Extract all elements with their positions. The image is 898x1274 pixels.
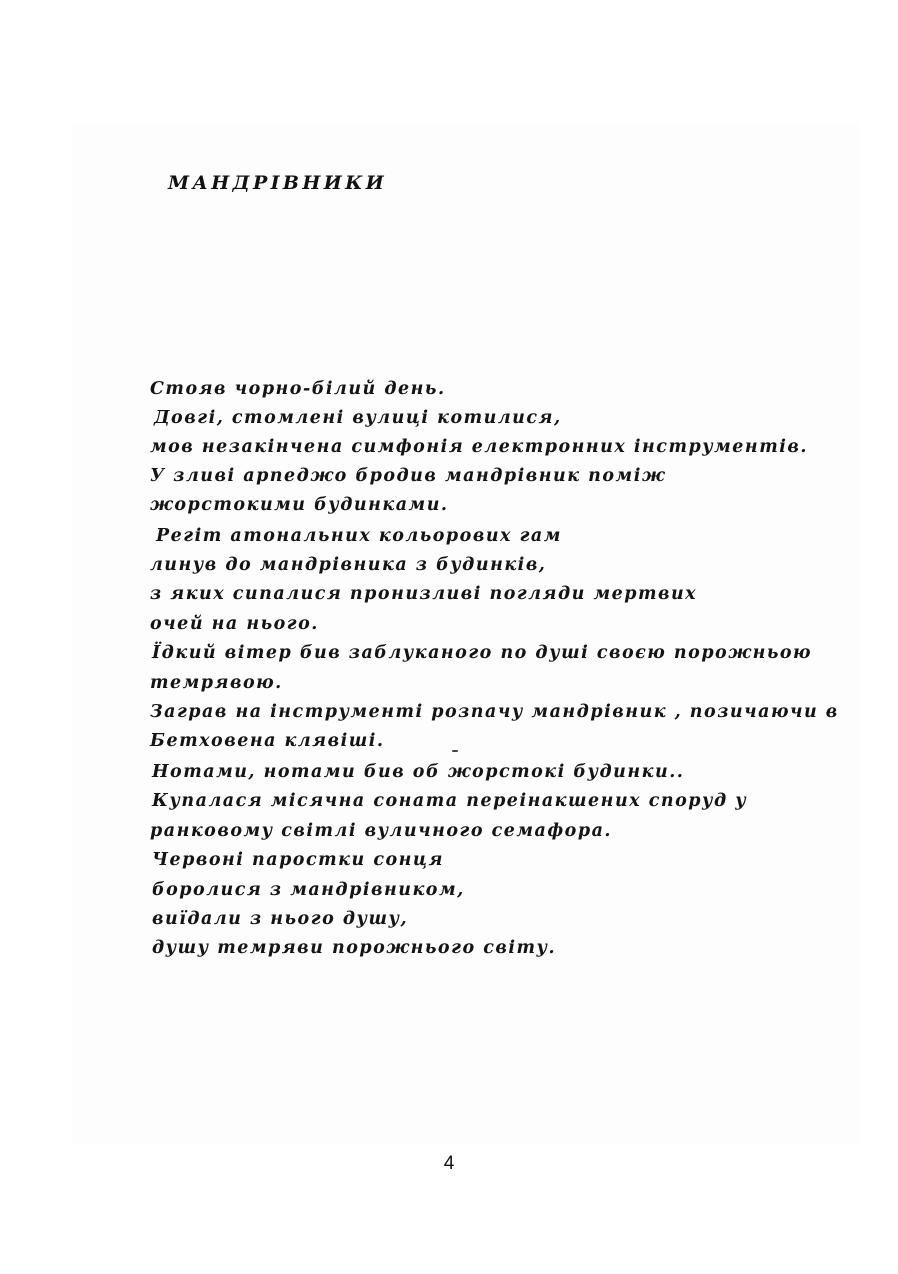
poem-line: душу темряви порожнього світу. bbox=[152, 938, 557, 958]
poem-line: Купалася місячна соната переінакшених споруд у bbox=[152, 791, 748, 811]
poem-line: ранковому світлі вуличного семафора. bbox=[150, 821, 613, 841]
poem-line: Червоні паростки сонця bbox=[152, 850, 444, 870]
poem-line: У зливі арпеджо бродив мандрівник поміж bbox=[150, 466, 667, 486]
poem-line: виїдали з нього душу, bbox=[152, 909, 409, 929]
poem-line: з яких сипалися пронизливі погляди мертвих bbox=[150, 584, 698, 604]
poem-line: Довгі, стомлені вулиці котилися, bbox=[154, 408, 562, 428]
poem-line: темрявою. bbox=[150, 673, 283, 693]
poem-line: Стояв чорно-білий день. bbox=[150, 379, 446, 399]
poem-line: Регіт атональних кольорових гам bbox=[156, 526, 562, 546]
poem-line: Заграв на інструменті розпачу мандрівник , позичаючи в bbox=[150, 702, 839, 722]
poem-title: МАНДРІВНИКИ bbox=[168, 172, 388, 194]
poem-line: боролися з мандрівником, bbox=[152, 880, 465, 900]
poem-line: очей на нього. bbox=[150, 614, 319, 634]
poem-line: жорстокими будинками. bbox=[150, 495, 449, 515]
poem-line: Нотами, нотами бив об жорстокі будинки.. bbox=[152, 762, 685, 782]
poem-line: мов незакінчена симфонія електронних інструментів. bbox=[150, 437, 808, 457]
poem-line: Їдкий вітер бив заблуканого по душі своєю порожньою bbox=[152, 643, 813, 663]
poem-line: Бетховена клявіші. bbox=[150, 731, 385, 751]
poem-line: линув до мандрівника з будинків, bbox=[150, 555, 547, 575]
page-number: 4 bbox=[443, 1153, 455, 1174]
scan-speck bbox=[452, 750, 458, 752]
